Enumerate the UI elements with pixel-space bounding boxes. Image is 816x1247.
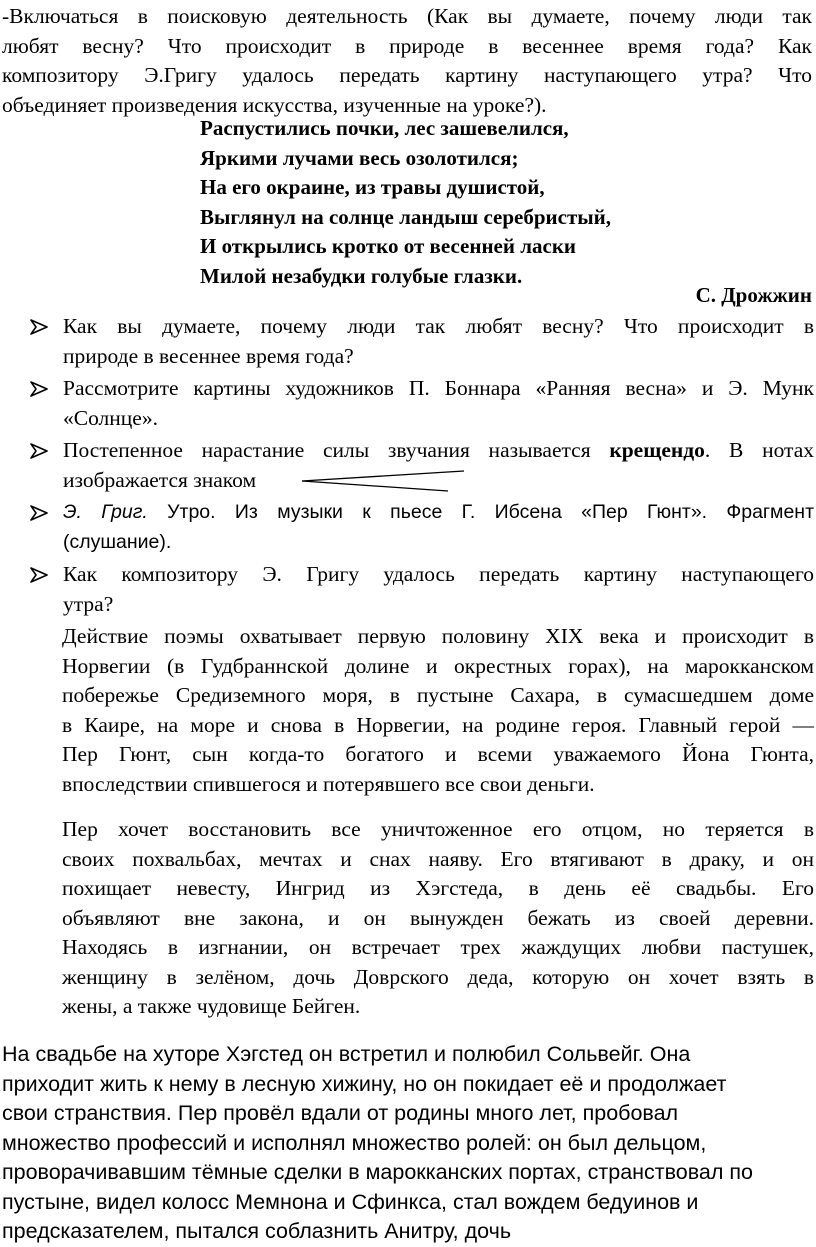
text-line: изображается знаком — [63, 467, 257, 492]
poem-author: С. Дрожжин — [695, 283, 812, 307]
text-line: Как композитору Э. Григу удалось передать картину наступающего — [63, 562, 814, 586]
plot-paragraph-2 — [62, 815, 814, 1022]
text-line: проворачивавшим тёмные сделки в марокканских портах, странствовал по — [2, 1160, 754, 1184]
crescendo-text-pre: Постепенное нарастание силы звучания называется — [63, 438, 610, 462]
text-line: «Солнце». — [63, 405, 158, 430]
text-line: (слушание). — [63, 530, 172, 553]
text-line: впоследствии спившегося и потерявшего все свои деньги. — [62, 771, 595, 796]
text-line: жены, а также чудовище Бейген. — [62, 994, 361, 1018]
listening-title: Утро. Из музыки к пьесе Г. Ибсена «Пер Гюнт». Фрагмент — [147, 501, 814, 523]
text-line: женщину в зелёном, дочь Доврского деда, которую он хочет взять в — [62, 964, 814, 989]
crescendo-sign-icon — [298, 468, 468, 494]
poem-line: Милой незабудки голубые глазки. — [200, 263, 523, 288]
text-line — [63, 498, 814, 528]
composer-name: Э. Григ. — [63, 501, 148, 523]
text-line: Рассмотрите картины художников П. Боннара «Ранняя весна» и Э. Мунк — [63, 376, 814, 400]
arrow-bullet-icon — [30, 319, 48, 335]
list-item — [30, 436, 814, 495]
text-line: Пер Гюнт, сын когда-то богатого и всеми уважаемого Йона Гюнта, — [62, 742, 814, 766]
text-line: свои странствия. Пер провёл вдали от родины много лет, пробовал — [2, 1101, 679, 1125]
text-line: в Каире, на море и снова в Норвегии, на родине героя. Главный герой — — [62, 712, 814, 737]
intro-paragraph — [2, 2, 812, 120]
list-item — [30, 498, 814, 557]
crescendo-text-post: . В нотах — [704, 438, 814, 462]
plot-paragraph-1 — [62, 622, 814, 799]
text-line: любят весну? Что происходит в природе в весеннее время года? Как — [2, 33, 812, 58]
text-line: похищает невесту, Ингрид из Хэгстеда, в день её свадьбы. Его — [62, 876, 814, 900]
text-line: природе в весеннее время года? — [63, 343, 354, 368]
arrow-bullet-icon — [30, 567, 48, 583]
text-line: Находясь в изгнании, он встречает трех жаждущих любви пастушек, — [62, 935, 814, 959]
arrow-bullet-icon — [30, 443, 48, 459]
text-line: Действие поэмы охватывает первую половину XIX века и происходит в — [62, 624, 814, 648]
text-line: приходит жить к нему в лесную хижину, но он покидает её и продолжает — [2, 1071, 727, 1096]
crescendo-term: крещендо — [609, 438, 705, 462]
text-line: объединяет произведения искусства, изученные на уроке?). — [2, 92, 547, 117]
poem — [200, 114, 611, 291]
text-line: Пер хочет восстановить все уничтоженное его отцом, но теряется в — [62, 817, 814, 841]
text-line: -Включаться в поисковую деятельность (Как вы думаете, почему люди так — [2, 4, 812, 28]
poem-line: Распустились почки, лес зашевелился, — [200, 116, 569, 140]
text-line: своих похвальбах, мечтах и снах наяву. Его втягивают в драку, и он — [62, 846, 814, 871]
text-line: На свадьбе на хуторе Хэгстед он встретил и полюбил Сольвейг. Она — [2, 1042, 691, 1066]
poem-line: И открылись кротко от весенней ласки — [200, 234, 577, 258]
text-line: предсказателем, пытался соблазнить Анитру, дочь — [2, 1219, 512, 1243]
text-line: пустыне, видел колосс Мемнона и Сфинкса, стал вождем бедуинов и — [2, 1189, 699, 1214]
poem-line: Выглянул на солнце ландыш серебристый, — [200, 204, 612, 229]
poem-line: Яркими лучами весь озолотился; — [200, 145, 519, 170]
text-line: объявляют вне закона, и он вынужден бежать из своей деревни. — [62, 905, 814, 930]
text-line: Норвегии (в Гудбраннской долине и окрестных горах), на марокканском — [62, 653, 814, 678]
text-line: множество профессий и исполнял множество ролей: он был дельцом, — [2, 1130, 707, 1155]
text-line: побережье Средиземного моря, в пустыне Сахара, в сумасшедшем доме — [62, 683, 814, 707]
plot-paragraph-3 — [2, 1040, 792, 1247]
arrow-bullet-icon — [30, 505, 48, 521]
text-line: композитору Э.Григу удалось передать картину наступающего утра? Что — [2, 63, 812, 87]
list-item — [30, 374, 814, 433]
poem-line: На его окраине, из травы душистой, — [200, 175, 545, 199]
text-line — [63, 436, 814, 466]
list-item — [30, 560, 814, 619]
bullet-list — [30, 312, 814, 622]
arrow-bullet-icon — [30, 381, 48, 397]
list-item — [30, 312, 814, 371]
text-line: Как вы думаете, почему люди так любят весну? Что происходит в — [63, 314, 814, 338]
text-line: утра? — [63, 591, 114, 616]
